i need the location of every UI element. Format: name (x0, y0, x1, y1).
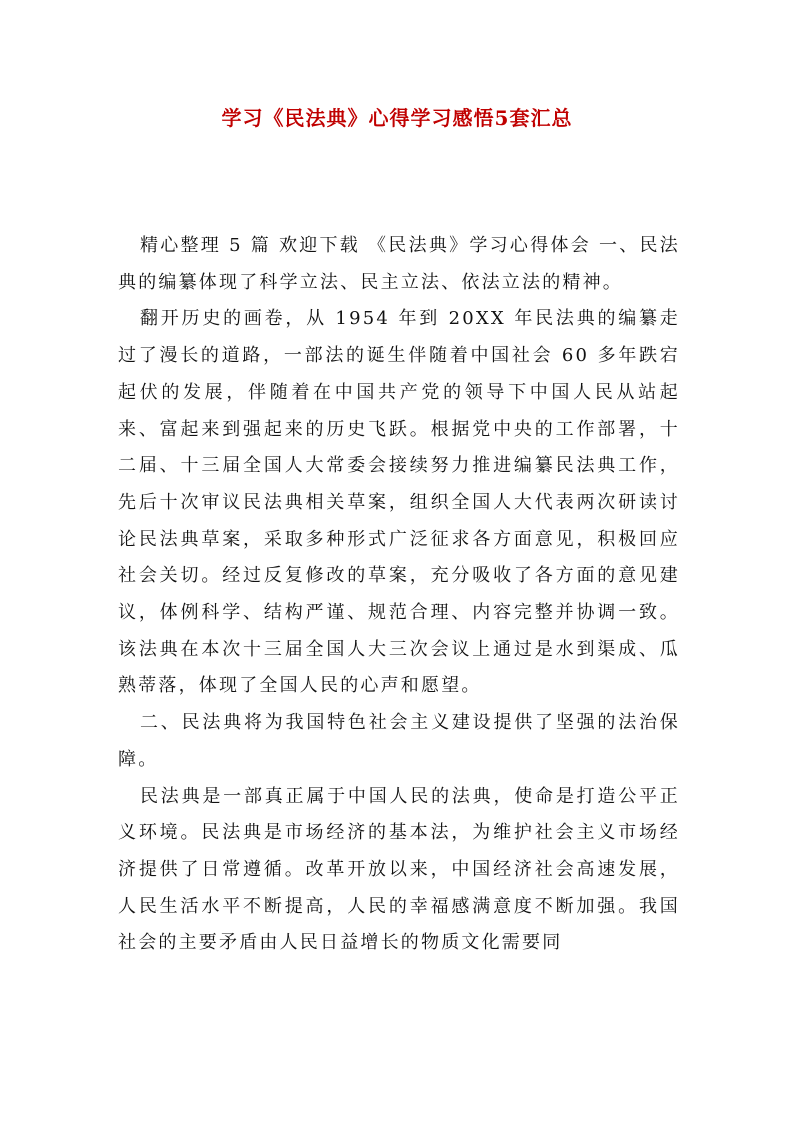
paragraph-history: 翻开历史的画卷，从 1954 年到 20XX 年民法典的编纂走过了漫长的道路，一部法的诞生伴随着中国社会 60 多年跌宕起伏的发展，伴随着在中国共产党的领导下中国人民从站起来、富起来到强起来的历史飞跃。根据党中央的工作部署，十二届、十三届全国人大常委会接续努力推进编纂民法典工作，先后十次审议民法典相关草案，组织全国人大代表两次研读讨论民法典草案，采取多种形式广泛征求各方面意见，积极回应社会关切。经过反复修改的草案，充分吸收了各方面的意见建议，体例科学、结构严谨、规范合理、内容完整并协调一致。该法典在本次十三届全国人大三次会议上通过是水到渠成、瓜熟蒂落，体现了全国人民的心声和愿望。 (118, 308, 680, 697)
document-title: 学习《民法典》心得学习感悟5套汇总 (221, 106, 573, 130)
document-body (118, 228, 680, 962)
paragraph-section-two: 二、民法典将为我国特色社会主义建设提供了坚强的法治保障。 (118, 712, 680, 770)
paragraph-intro: 精心整理 5 篇 欢迎下载 《民法典》学习心得体会 一、民法典的编纂体现了科学立法、民主立法、依法立法的精神。 (118, 235, 680, 293)
paragraph-civil-code: 民法典是一部真正属于中国人民的法典，使命是打造公平正义环境。民法典是市场经济的基本法，为维护社会主义市场经济提供了日常遵循。改革开放以来，中国经济社会高速发展，人民生活水平不断提高，人民的幸福感满意度不断加强。我国社会的主要矛盾由人民日益增长的物质文化需要同 (118, 785, 680, 954)
